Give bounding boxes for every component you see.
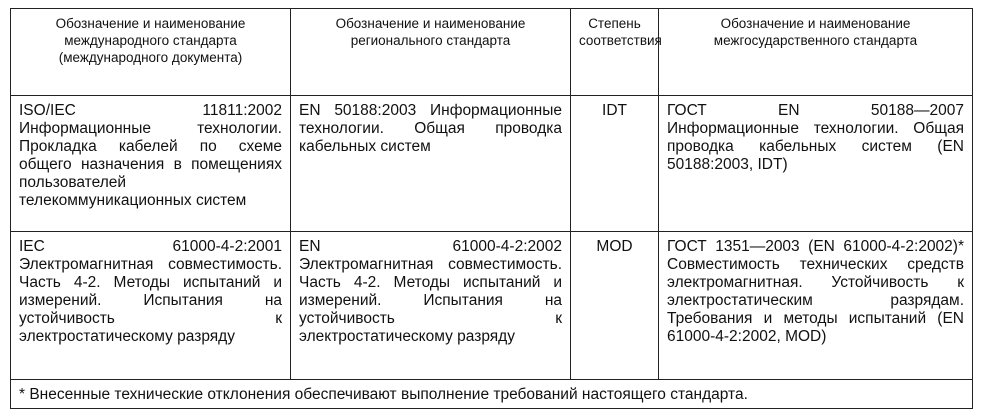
cell-degree: MOD [571,232,659,380]
cell-degree: IDT [571,96,659,232]
table-header-row [11,9,973,96]
header-regional: Обозначение и наименование регионального стандарта [291,9,571,96]
cell-international: IEC 61000-4-2:2001 Электромагнитная совместимость. Часть 4-2. Методы испытаний и измерений. Испытания на устойчивость к электростатическому разряду [11,232,291,380]
footnote-row [11,380,973,409]
table-row [11,96,973,232]
cell-international: ISO/IEC 11811:2002 Информационные технологии. Прокладка кабелей по схеме общего назначения в помещениях пользователей телекоммуникационных систем [11,96,291,232]
standards-correspondence-table [10,8,973,409]
footnote: * Внесенные технические отклонения обеспечивают выполнение требований настоящего стандарта. [11,380,973,409]
table-row [11,232,973,380]
header-degree: Степень соответствия [571,9,659,96]
cell-regional: EN 50188:2003 Информационные технологии. Общая проводка кабельных систем [291,96,571,232]
cell-regional: EN 61000-4-2:2002 Электромагнитная совместимость. Часть 4-2. Методы испытаний и измерений. Испытания на устойчивость к электростатическому разряду [291,232,571,380]
header-international: Обозначение и наименование международного стандарта (международного документа) [11,9,291,96]
cell-interstate: ГОСТ 1351—2003 (EN 61000-4-2:2002)* Совместимость технических средств электромагнитная. Устойчивость к электростатическим разрядам. Требования и методы испытаний (EN 61000-4-2:2002, MOD) [659,232,973,380]
header-interstate: Обозначение и наименование межгосударственного стандарта [659,9,973,96]
cell-interstate: ГОСТ EN 50188—2007 Информационные технологии. Общая проводка кабельных систем (EN 50188:2003, IDT) [659,96,973,232]
